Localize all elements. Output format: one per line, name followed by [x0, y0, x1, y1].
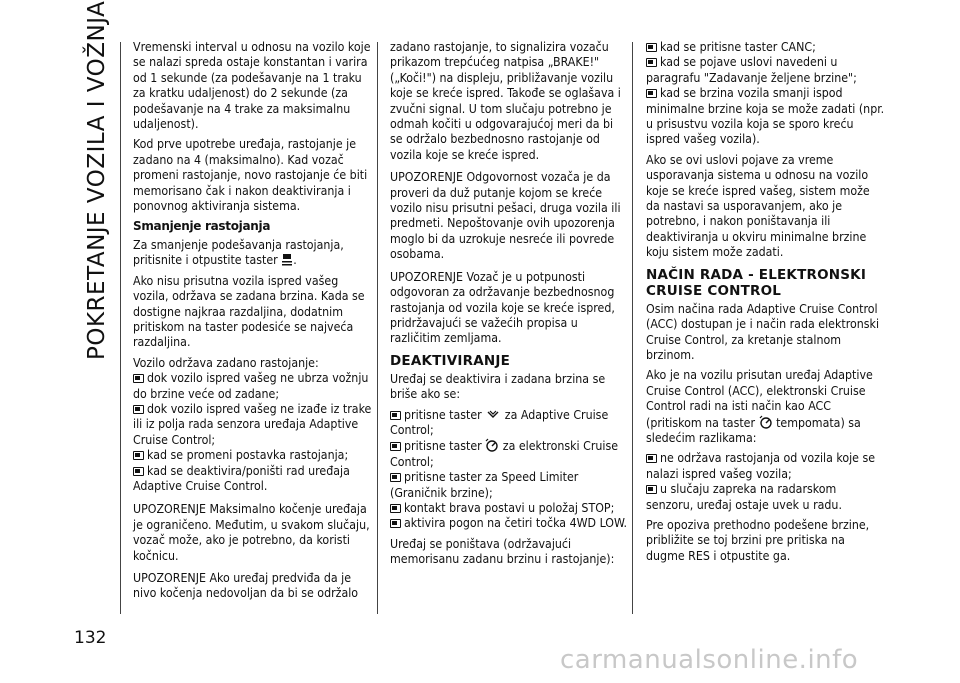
list-item: [390, 470, 628, 501]
paragraph: zadano rastojanje, to signalizira vozaču prikazom trepćućeg natpisa „BRAKE!" („Koči!") na displeju, približavanje vozilu koje se kreće ispred. Takođe se oglašava i zvučni signal. U tom slučaju potrebno je odmah kočiti u odgovarajućoj meri da bi se održalo bezbednosno rastojanje od vozila koje se kreće ispred.: [390, 40, 621, 162]
bullet-icon: [133, 451, 144, 460]
bullet-icon: [646, 454, 657, 463]
column-3: [646, 40, 886, 569]
bullet-icon: [133, 405, 144, 414]
bullet-icon: [646, 58, 657, 67]
paragraph: Osim načina rada Adaptive Cruise Control (ACC) dostupan je i način rada elektronski Cruise Control, za kretanje stalnom brzinom.: [646, 301, 880, 362]
list-item: [390, 501, 628, 516]
list-item: [390, 438, 628, 470]
list-item-text: dok vozilo ispred vašeg ne izađe iz trake ili iz polja rada senzora uređaja Adaptive Cruise Control;: [133, 401, 372, 447]
list-item: [646, 86, 886, 148]
paragraph: Kod prve upotrebe uređaja, rastojanje je zadano na 4 (maksimalno). Kad vozač promeni rastojanje, novo rastojanje će biti memorisano čak i nakon deaktiviranja i ponovnog aktiviranja sistema.: [133, 137, 368, 214]
paragraph-text: Za smanjenje podešavanja rastojanja, pritisnite i otpustite taster: [133, 237, 344, 268]
page-number: 132: [74, 628, 107, 648]
list-item: [646, 451, 886, 482]
bullet-icon: [646, 485, 657, 494]
list-item: [390, 408, 628, 439]
bullet-icon: [133, 467, 144, 476]
section-heading: NAČIN RADA - ELEKTRONSKI CRUISE CONTROL: [646, 266, 867, 299]
column-divider: [377, 42, 378, 614]
bullet-icon: [390, 411, 401, 420]
subheading: Smanjenje rastojanja: [133, 219, 271, 234]
list-item: [646, 55, 886, 86]
cruise-control-icon: [759, 415, 773, 429]
list-item-text: kad se deaktivira/poništi rad uređaja Adaptive Cruise Control.: [133, 463, 350, 493]
cruise-control-icon: [485, 438, 499, 452]
list-item: [133, 464, 373, 495]
list-item-text: u slučaju zapreka na radarskom senzoru, uređaj ostaje uvek u radu.: [646, 482, 842, 512]
paragraph: Vremenski interval u odnosu na vozilo koje se nalazi spreda ostaje konstantan i varira od 1 sekunde (za podešavanje na 1 traku za kratku udaljenost) do 2 sekunde (za podešavanje na 4 trake za maksimalnu udaljenost).: [133, 40, 371, 132]
paragraph: Vozilo održava zadano rastojanje:: [133, 355, 319, 370]
column-divider: [632, 42, 633, 614]
list-item: [646, 482, 886, 513]
paragraph: Uređaj se poništava (održavajući memorisanu zadanu brzinu i rastojanje):: [390, 536, 615, 567]
paragraph: Ako se ovi uslovi pojave za vreme usporavanja sistema u odnosu na vozilo koje se kreće ispred vašeg, sistem može da nastavi sa usporavanjem, ako je potrebno, i nakon poništavanja ili deaktiviranja u okviru minimalne brzine koju sistem može zadati.: [646, 152, 870, 260]
list-item: [646, 40, 886, 55]
list-item: [133, 371, 373, 402]
warning-paragraph: UPOZORENJE Ako uređaj predviđa da je nivo kočenja nedovoljan da bi se održalo: [133, 571, 359, 601]
list-item-text: pritisne taster za Speed Limiter (Graničnik brzine);: [390, 470, 579, 500]
paragraph-text: tempomata) sa sledećim razlikama:: [646, 415, 861, 445]
side-chapter-title: [84, 0, 118, 360]
watermark: carmanualsonline.info: [560, 645, 859, 675]
list-item-text: pritisne taster: [404, 407, 482, 422]
list-item-text: kontakt brava postavi u položaj STOP;: [404, 500, 615, 515]
bullet-icon: [390, 442, 401, 451]
list-item-text: kad se brzina vozila smanji ispod minimalne brzine koja se može zadati (npr. u prisustvu vozila koja se sporo kreću ispred vašeg vozila).: [646, 86, 885, 147]
paragraph: Ako nisu prisutna vozila ispred vašeg vozila, održava se zadana brzina. Kada se dostigne najkraa razdaljina, dodatnim pritiskom na taster podesiće se najveća razdaljina.: [133, 273, 365, 350]
paragraph: Za smanjenje podešavanja rastojanja, pritisnite i otpustite taster .: [133, 237, 344, 268]
list-item-text: kad se promeni postavka rastojanja;: [147, 448, 349, 463]
bullet-icon: [133, 374, 144, 383]
warning-paragraph: UPOZORENJE Maksimalno kočenje uređaja je ograničeno. Međutim, u svakom slučaju, vozač može, ako je potrebno, da koristi kočnicu.: [133, 502, 370, 563]
bullet-icon: [390, 473, 401, 482]
bullet-icon: [646, 43, 657, 52]
warning-paragraph: UPOZORENJE Vozač je u potpunosti odgovoran za održavanje bezbednosnog rastojanja od vozila koje se kreće ispred, pridržavajući se važećih propisa u različitim zemljama.: [390, 269, 615, 346]
bullet-icon: [646, 89, 657, 98]
paragraph: [646, 368, 886, 446]
list-item-text: aktivira pogon na četiri točka 4WD LOW.: [404, 516, 628, 531]
list-item-text: za elektronski Cruise Control;: [390, 439, 619, 469]
section-heading: DEAKTIVIRANJE: [390, 352, 511, 369]
bullet-icon: [390, 504, 401, 513]
column-1: [133, 40, 373, 607]
list-item: [390, 516, 628, 531]
list-item-text: kad se pojave uslovi navedeni u paragrafu "Zadavanje željene brzine";: [646, 55, 857, 85]
list-item: [133, 448, 373, 463]
list-item-text: kad se pritisne taster CANC;: [660, 40, 816, 54]
distance-icon: [281, 254, 293, 266]
list-item: [133, 402, 373, 448]
paragraph: Pre opoziva prethodno podešene brzine, približite se toj brzini pre pritiska na dugme RES i otpustite ga.: [646, 517, 870, 563]
list-item-text: ne održava rastojanja od vozila koje se nalazi ispred vašeg vozila;: [646, 451, 876, 481]
list-item-text: za Adaptive Cruise Control;: [390, 407, 609, 437]
column-divider: [120, 42, 121, 614]
adaptive-cruise-icon: [485, 409, 501, 421]
paragraph: Uređaj se deaktivira i zadana brzina se briše ako se:: [390, 371, 606, 402]
bullet-icon: [390, 519, 401, 528]
paragraph-text: Ako je na vozilu prisutan uređaj Adaptive Cruise Control (ACC), elektronski Cruise Control radi na isti način kao ACC (pritiskom na taster: [646, 368, 873, 430]
warning-paragraph: UPOZORENJE Odgovornost vozača je da proveri da duž putanje kojom se kreće vozilo nisu prisutni pešaci, druga vozila ili predmeti. Nepoštovanje ovih upozorenja moglo bi da uzrokuje nesreće ili povrede osobama.: [390, 170, 621, 262]
side-title-text: POKRETANJE VOZILA I VOŽNJA: [84, 0, 110, 360]
list-item-text: dok vozilo ispred vašeg ne ubrza vožnju do brzine veće od zadane;: [133, 371, 369, 401]
column-2: [390, 40, 628, 573]
list-item-text: pritisne taster: [404, 439, 482, 454]
